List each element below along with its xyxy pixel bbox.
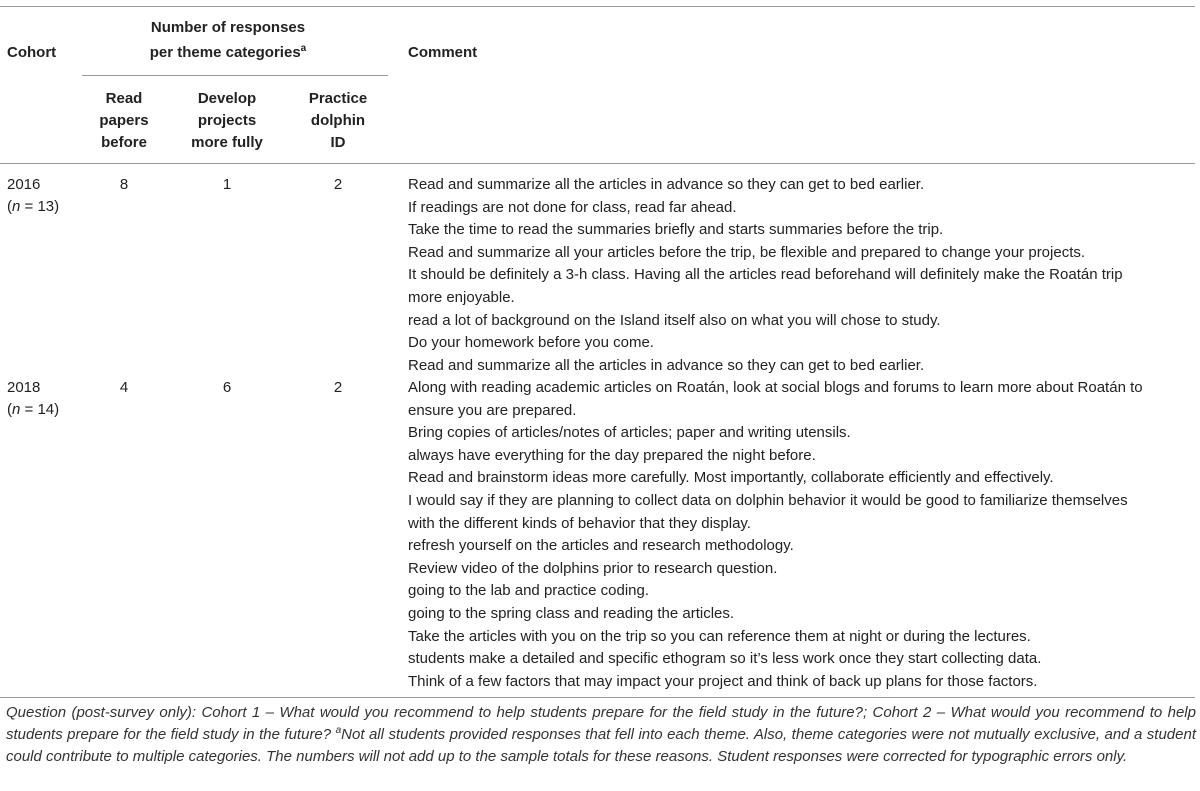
comment-line: Take the articles with you on the trip so you can reference them at night or during the lectures. xyxy=(408,627,1031,645)
comment-line: Along with reading academic articles on Roatán, look at social blogs and forums to learn more about Roatán to xyxy=(408,379,1143,396)
comment-line: If readings are not done for class, read far ahead. xyxy=(408,198,737,216)
table-bottom-rule xyxy=(0,697,1195,698)
comment-line: ensure you are prepared. xyxy=(408,401,577,419)
header-theme-read-papers: Read papers before xyxy=(99,90,149,151)
comment-line: always have everything for the day prepared the night before. xyxy=(408,446,816,464)
row-2018-count-read: 4 xyxy=(119,379,129,396)
footnote-marker: a xyxy=(335,725,342,736)
header-footnote-marker: a xyxy=(300,43,307,54)
cohort-year: 2018 xyxy=(7,379,41,396)
header-theme-develop-projects: Develop projects more fully xyxy=(191,90,263,151)
header-comment: Comment xyxy=(408,44,478,61)
table-footnote: Question (post-survey only): Cohort 1 – What would you recommend to help students prepare for the field study in the future?; Cohort 2 – What would you recommend to help students prepare for the field study in the future? $^a$Not all students provided responses that fell into each theme. Also, theme categories were not mutually exclusive, and a student could contribute to multiple categories. The numbers will not add up to the sample totals for these reasons. Student responses were corrected for typographic errors only. xyxy=(6,704,1196,765)
row-2016-cohort xyxy=(7,174,59,218)
header-theme-practice-dolphin: Practice dolphin ID xyxy=(308,90,368,151)
row-2016-count-develop: 1 xyxy=(222,176,232,193)
cohort-year: 2016 xyxy=(7,176,41,193)
header-bottom-rule xyxy=(0,163,1195,164)
header-cohort: Cohort xyxy=(7,44,57,61)
cohort-sample-size: (n = 14) xyxy=(7,401,60,418)
comment-line: It should be definitely a 3-h class. Having all the articles read beforehand will definitely make the Roatán trip xyxy=(408,266,1123,284)
comment-line: Read and summarize all the articles in advance so they can get to bed earlier. xyxy=(408,176,925,193)
comment-line: Read and brainstorm ideas more carefully. Most importantly, collaborate efficiently and effectively. xyxy=(408,469,1054,487)
comment-line: Read and summarize all the articles in advance so they can get to bed earlier. xyxy=(408,356,925,374)
comment-line: Review video of the dolphins prior to research question. xyxy=(408,559,778,577)
comment-line: Take the time to read the summaries briefly and starts summaries before the trip. xyxy=(408,221,944,239)
row-2016-comments xyxy=(408,174,1198,377)
comment-line: more enjoyable. xyxy=(408,288,515,306)
comment-line: Bring copies of articles/notes of articles; paper and writing utensils. xyxy=(408,424,851,442)
comment-line: Read and summarize all your articles before the trip, be flexible and prepared to change your projects. xyxy=(408,243,1086,261)
row-2016-count-read: 8 xyxy=(119,176,129,193)
comment-line: going to the lab and practice coding. xyxy=(408,582,650,600)
comment-line: going to the spring class and reading the articles. xyxy=(408,604,735,622)
header-theme-group-line2: per theme categories$^a$ xyxy=(149,43,307,61)
row-2018-cohort xyxy=(7,377,59,421)
comment-line: Think of a few factors that may impact your project and think of back up plans for those factors. xyxy=(408,672,1038,690)
header-theme-group xyxy=(100,15,356,65)
row-2018-count-practice: 2 xyxy=(333,379,343,396)
row-2018-comments xyxy=(408,377,1198,693)
comment-line: refresh yourself on the articles and research methodology. xyxy=(408,537,794,555)
comment-line: I would say if they are planning to collect data on dolphin behavior it would be good to familiarize themselves xyxy=(408,491,1128,509)
comment-line: Do your homework before you come. xyxy=(408,334,654,352)
comment-line: read a lot of background on the Island itself also on what you will chose to study. xyxy=(408,311,941,329)
comment-line: students make a detailed and specific ethogram so it’s less work once they start collecting data. xyxy=(408,650,1042,668)
row-2018-count-develop: 6 xyxy=(222,379,232,396)
header-theme-group-line1: Number of responses xyxy=(150,19,306,36)
group-header-rule xyxy=(82,75,388,76)
cohort-sample-size: (n = 13) xyxy=(7,198,60,215)
top-rule xyxy=(0,6,1195,7)
row-2016-count-practice: 2 xyxy=(333,176,343,193)
comment-line: with the different kinds of behavior that they display. xyxy=(408,514,751,532)
